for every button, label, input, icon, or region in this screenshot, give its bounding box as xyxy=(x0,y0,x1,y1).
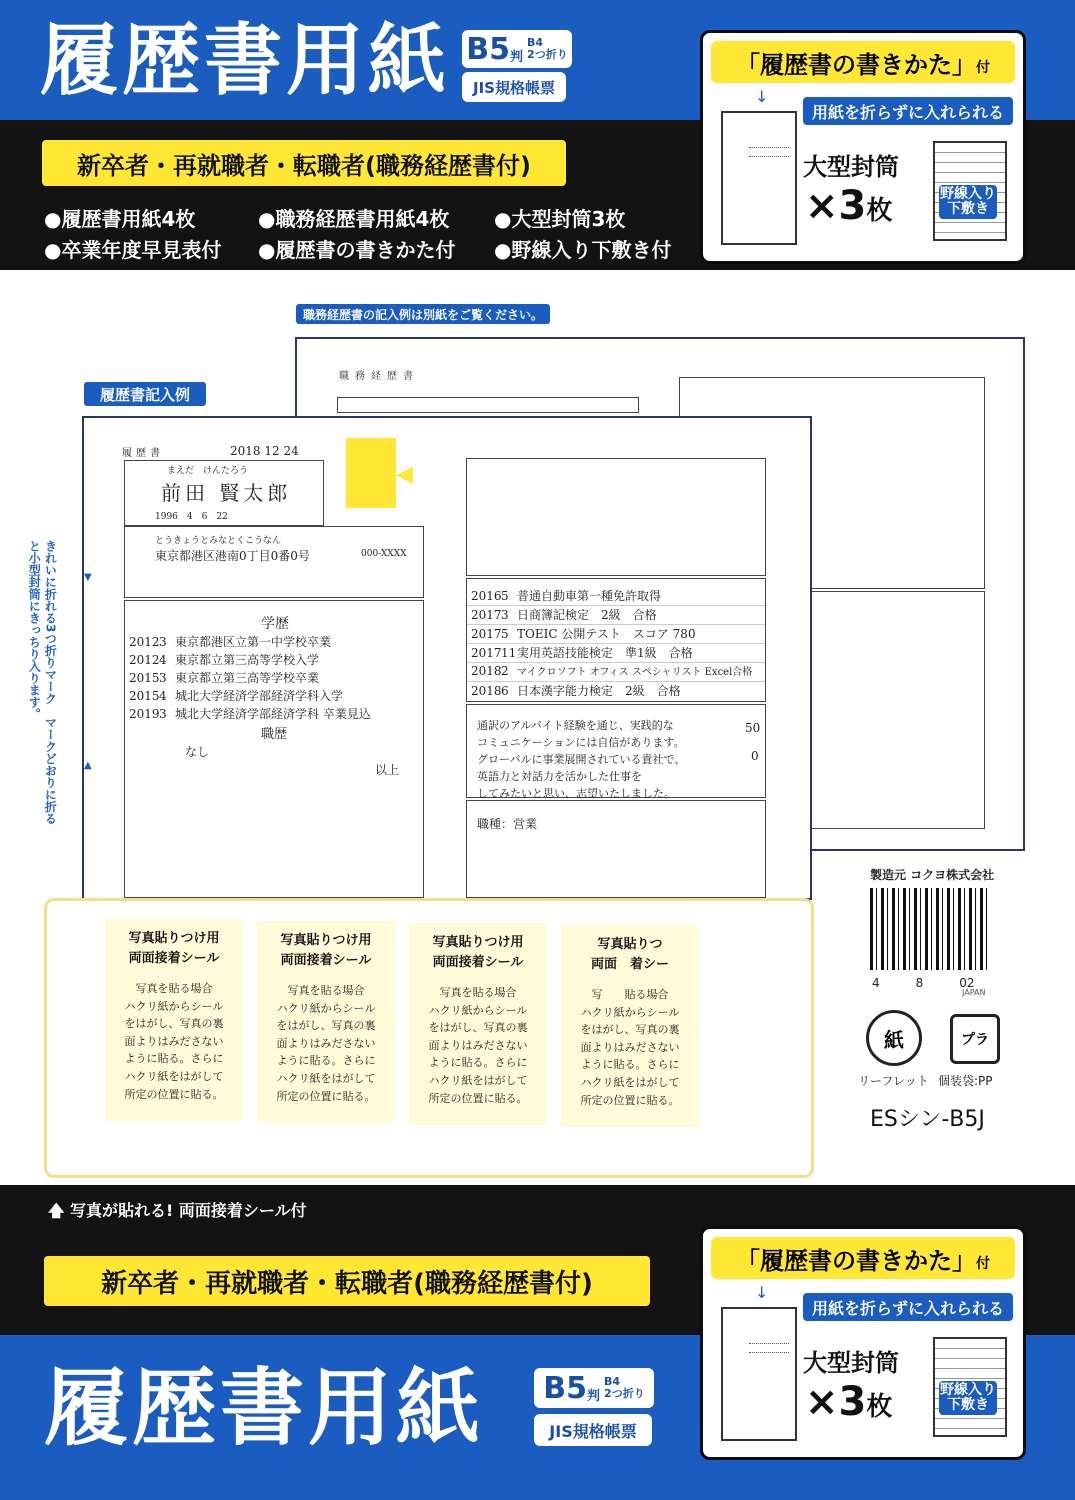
no-fold-pill: 用紙を折らずに入れられる xyxy=(803,97,1013,125)
maker-label: 製造元 コクヨ株式会社 xyxy=(870,868,995,882)
envelope-label: 大型封筒 xyxy=(803,153,899,181)
size-badge xyxy=(462,30,572,68)
ruled-sheet-label: 野線入り下敷き xyxy=(940,185,996,217)
career-note-label: 職務経歴書の記入例は別紙をご覧ください。 xyxy=(296,304,550,324)
birth-value: 1996 4 6 22 xyxy=(155,512,228,522)
arrow-down-icon: ↓ xyxy=(755,1283,769,1302)
size-alt: B4 xyxy=(604,1374,621,1388)
guide-box-bottom xyxy=(700,1226,1026,1460)
history-box xyxy=(124,600,424,898)
envelope-count-value: ×3 xyxy=(805,1379,867,1425)
career-box xyxy=(337,397,639,413)
size-fold: 2つ折り xyxy=(527,48,568,61)
sticker-caption-text: 写真が貼れる! 両面接着シール付 xyxy=(70,1201,307,1220)
guide-heading-suffix: 付 xyxy=(976,60,990,76)
address-box xyxy=(124,526,424,598)
bullet-item: ●卒業年度早見表付 xyxy=(44,238,222,262)
license-row: 20182 マイクロソフト オフィス スペシャリスト Excel合格 xyxy=(467,663,765,682)
arrow-down-icon: ↓ xyxy=(755,87,769,106)
career-box-right-lower xyxy=(809,591,985,829)
envelope-count xyxy=(805,1379,892,1425)
history-row: 20124 東京都立第三高等学校入学 xyxy=(125,651,423,669)
target-subtitle: 新卒者・再就職者・転職者(職務経歴書付) xyxy=(42,140,566,186)
history-row: 20123 東京都港区立第一中学校卒業 xyxy=(125,633,423,651)
fold-mark-icon: ▼ xyxy=(84,572,92,583)
license-row: 20186 日本漢字能力検定 2級 合格 xyxy=(471,684,681,698)
edu-heading: 学歴 xyxy=(261,613,289,633)
career-sheet-title: 職務経歴書 xyxy=(339,371,419,382)
license-row: 201711実用英語技能検定 準1級 合格 xyxy=(467,644,765,663)
bullet-item: ●履歴書用紙4枚 xyxy=(44,207,196,231)
envelope-icon xyxy=(721,1307,797,1441)
envelope-count-value: ×3 xyxy=(805,183,867,229)
sticker-card: 写真貼りつ 両面 着シー 写 貼る場合 ハクリ紙からシール をはがし、写真の裏 面よりはみださない ように貼る。さらに ハクリ紙をはがして 所定の位置に貼る。 xyxy=(561,925,699,1127)
sticker-card: 写真貼りつけ用 両面接着シール 写真を貼る場合 ハクリ紙からシール をはがし、写真の裏 面よりはみださない ように貼る。さらに ハクリ紙をはがして 所定の位置に貼る。 xyxy=(105,919,243,1121)
history-list xyxy=(125,633,423,723)
history-row: 20154 城北大学経済学部経済学科入学 xyxy=(125,687,423,705)
bag-label: 個装袋:PP xyxy=(938,1074,993,1088)
history-row: 20193 城北大学経済学部経済学科 卒業見込 xyxy=(125,705,423,723)
guide-heading xyxy=(711,41,1015,83)
barcode-digits: 4 8 02 xyxy=(872,976,975,990)
name-box xyxy=(124,460,324,526)
bullet-item: ●職務経歴書用紙4枚 xyxy=(258,207,450,231)
guide-box-top xyxy=(700,30,1026,264)
product-title: 履歴書用紙 xyxy=(40,16,451,106)
envelope-icon xyxy=(721,111,797,245)
target-subtitle-bottom: 新卒者・再就職者・転職者(職務経歴書付) xyxy=(44,1256,650,1306)
address-value: 東京都港区港南0丁目0番0号 xyxy=(155,549,310,563)
size-suffix: 判 xyxy=(510,49,524,65)
resume-title: 履歴書 xyxy=(122,448,164,459)
guide-heading-text: 「履歴書の書きかた」 xyxy=(736,50,976,79)
resume-sheet xyxy=(82,416,812,900)
envelope-label: 大型封筒 xyxy=(803,1349,899,1377)
fold-mark-icon: ▲ xyxy=(84,760,92,771)
sticker-card: 写真貼りつけ用 両面接着シール 写真を貼る場合 ハクリ紙からシール をはがし、写真の裏 面よりはみださない ように貼る。さらに ハクリ紙をはがして 所定の位置に貼る。 xyxy=(257,921,395,1123)
license-box xyxy=(466,578,766,702)
work-end: 以上 xyxy=(375,763,400,777)
envelope-count xyxy=(805,183,892,229)
position-value: 職種：営業 xyxy=(477,817,538,831)
license-row: 20165 普通自動車第一種免許取得 xyxy=(467,587,765,606)
position-box xyxy=(466,800,766,898)
postal-value: 000-XXXX xyxy=(361,549,407,559)
product-code: ESシン-B5J xyxy=(870,1107,985,1132)
sample-label: 履歴書記入例 xyxy=(84,382,206,406)
motivation-text: 通訳のアルバイト経験を通じ、実践的な コミュニケーションには自信があります。 グローバルに事業展開されている貴社で、 英語力と対話力を活かした仕事を してみたいと思い、志望いたしました。 xyxy=(477,719,686,800)
envelope-unit: 枚 xyxy=(866,1392,893,1422)
no-fold-pill: 用紙を折らずに入れられる xyxy=(803,1293,1013,1321)
jis-badge: JIS規格帳票 xyxy=(462,72,566,102)
guide-heading-suffix: 付 xyxy=(976,1256,990,1272)
envelope-unit: 枚 xyxy=(866,196,893,226)
leaflet-label: リーフレット xyxy=(858,1074,929,1088)
work-heading: 職歴 xyxy=(261,723,287,742)
size-main: B5 xyxy=(466,31,511,67)
family-value: 0 xyxy=(751,749,759,763)
name-furigana: まえだ けんたろう xyxy=(167,466,249,476)
sticker-card: 写真貼りつけ用 両面接着シール 写真を貼る場合 ハクリ紙からシール をはがし、写真の裏 面よりはみださない ように貼る。さらに ハクリ紙をはがして 所定の位置に貼る。 xyxy=(409,923,547,1125)
arrow-up-icon: 🡅 xyxy=(48,1201,65,1220)
recycle-plastic-icon: プラ xyxy=(950,1014,1000,1064)
size-alt: B4 xyxy=(527,35,544,49)
work-none: なし xyxy=(185,745,210,759)
history-row: 20153 東京都立第三高等学校卒業 xyxy=(125,669,423,687)
size-fold: 2つ折り xyxy=(604,1387,645,1400)
barcode xyxy=(870,888,990,970)
fold-side-note: きれいに折れる3つ折りマーク マークどおりに折ると小型封筒にきっちり入ります。 xyxy=(27,540,58,825)
bullet-item: ●野線入り下敷き付 xyxy=(494,238,672,262)
sticker-area xyxy=(44,898,814,1178)
license-row: 20175 TOEIC 公開テスト スコア 780 xyxy=(467,625,765,644)
name-value: 前田 賢太郎 xyxy=(161,481,292,505)
ruled-sheet-label: 野線入り下敷き xyxy=(940,1381,996,1413)
size-main: B5 xyxy=(543,1370,588,1406)
barcode-country: JAPAN xyxy=(962,988,986,997)
bullet-item: ●大型封筒3枚 xyxy=(494,207,626,231)
license-row: 20173 日商簿記検定 2級 合格 xyxy=(467,606,765,625)
jis-badge-bottom: JIS規格帳票 xyxy=(534,1414,652,1446)
license-list xyxy=(467,587,765,700)
bullet-item: ●履歴書の書きかた付 xyxy=(258,238,456,262)
sticker-caption xyxy=(48,1198,307,1227)
guide-heading xyxy=(711,1237,1015,1279)
size-suffix: 判 xyxy=(587,1388,601,1404)
motivation-box xyxy=(466,704,766,798)
size-badge-bottom xyxy=(534,1368,654,1408)
address-furigana: とうきょうとみなとくこうなん xyxy=(155,536,282,546)
resume-date: 2018 12 24 xyxy=(230,444,299,458)
arrow-left-icon: ◀ xyxy=(396,462,413,487)
right-top-box xyxy=(466,458,766,576)
photo-placeholder xyxy=(346,438,396,508)
product-title-bottom: 履歴書用紙 xyxy=(44,1359,485,1457)
recycle-paper-icon: 紙 xyxy=(866,1010,922,1066)
guide-heading-text: 「履歴書の書きかた」 xyxy=(736,1246,976,1275)
commute-value: 50 xyxy=(745,721,761,735)
